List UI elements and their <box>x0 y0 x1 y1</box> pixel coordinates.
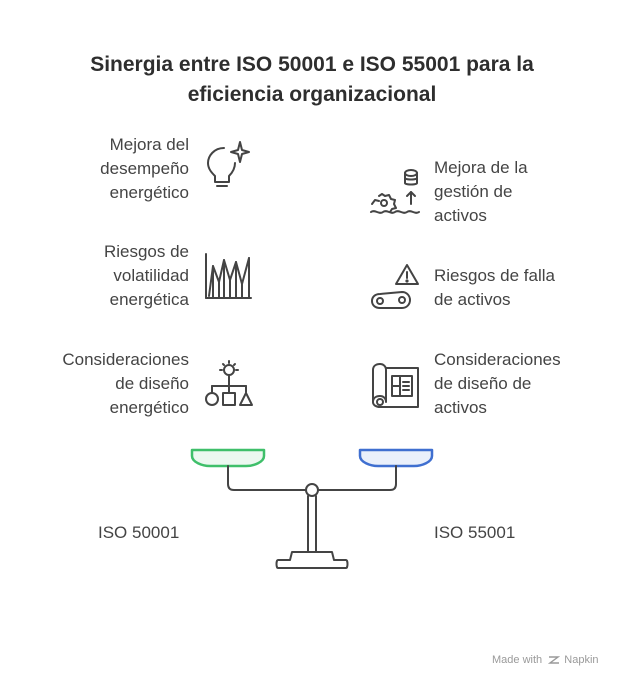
scale-base <box>277 552 348 568</box>
scale-left-label: ISO 50001 <box>98 523 180 542</box>
scale-beam <box>318 466 396 490</box>
label-line: Riesgos de falla <box>434 266 555 285</box>
label-line: energética <box>109 290 189 309</box>
label-line: de activos <box>434 290 511 309</box>
volatility-chart-icon <box>202 252 254 302</box>
page-title <box>0 50 624 110</box>
label-line: energético <box>109 398 189 417</box>
title-line-2: eficiencia organizacional <box>187 83 437 106</box>
label-line: de diseño de <box>434 374 532 393</box>
right-item-asset-management <box>434 156 528 228</box>
label-line: energético <box>109 183 189 202</box>
asset-management-icon <box>369 166 423 216</box>
scale-right-label: ISO 55001 <box>434 523 516 542</box>
left-scale-pan <box>192 450 264 466</box>
balance-scale <box>180 444 444 574</box>
right-scale-pan <box>360 450 432 466</box>
right-item-asset-design <box>434 348 561 420</box>
label-line: de diseño <box>115 374 189 393</box>
label-line: desempeño <box>100 159 189 178</box>
failure-warning-icon <box>370 262 422 314</box>
made-with-text: Made with <box>492 654 543 667</box>
label-line: activos <box>434 398 487 417</box>
label-line: Mejora de la <box>434 158 528 177</box>
label-line: volatilidad <box>113 266 189 285</box>
title-line-1: Sinergia entre ISO 50001 e ISO 55001 para la <box>90 53 534 76</box>
left-item-energy-performance <box>100 133 189 205</box>
blueprint-icon <box>370 360 422 410</box>
label-line: Mejora del <box>109 135 189 154</box>
right-item-asset-failure <box>434 264 555 312</box>
label-line: Riesgos de <box>103 242 189 261</box>
napkin-brand-text: Napkin <box>564 654 599 667</box>
design-hierarchy-icon <box>204 360 254 408</box>
label-line: Consideraciones <box>434 350 561 369</box>
scale-pivot <box>306 484 318 496</box>
left-item-energy-volatility <box>104 240 189 312</box>
label-line: activos <box>434 206 487 225</box>
scale-beam <box>228 466 306 490</box>
left-item-energy-design <box>62 348 189 420</box>
scale-post <box>308 496 316 552</box>
label-line: Consideraciones <box>62 350 189 369</box>
napkin-logo-icon <box>548 655 560 665</box>
label-line: gestión de <box>434 182 513 201</box>
lightbulb-sparkle-icon <box>202 138 254 194</box>
made-with-napkin <box>492 654 599 666</box>
